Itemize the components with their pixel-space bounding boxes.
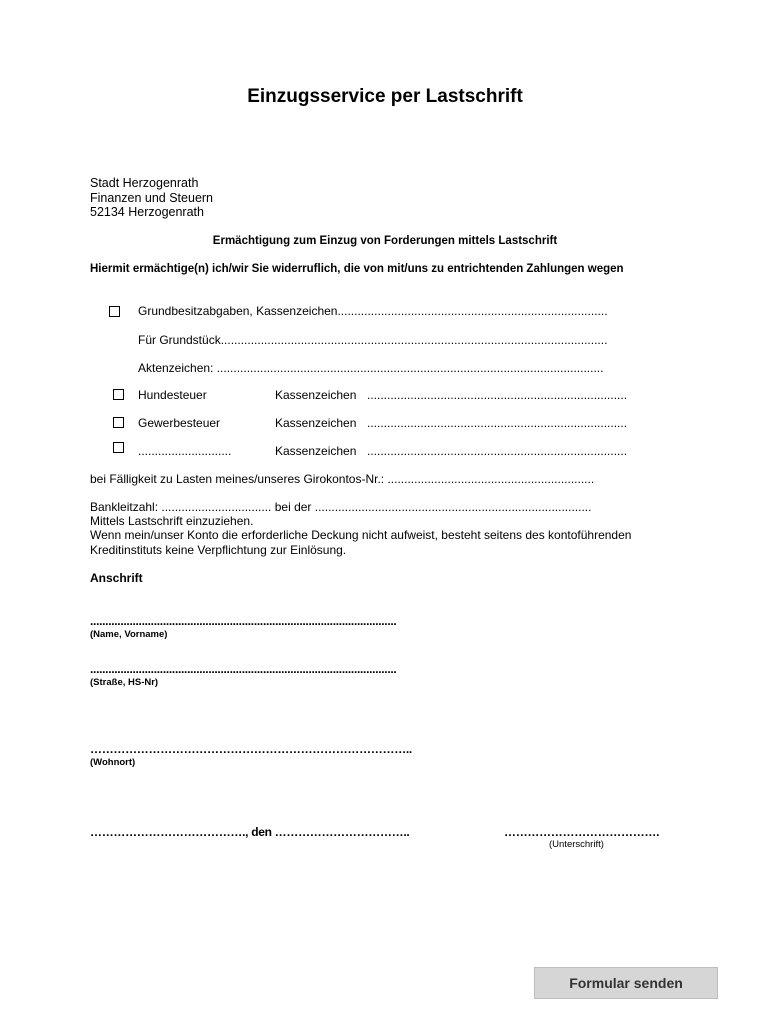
bank-code-field[interactable]: Bankleitzahl: ................................. bei der ................................................................................... — [90, 500, 592, 514]
terms-line-3: Kreditinstituts keine Verpflichtung zur Einlösung. — [90, 542, 347, 557]
terms-line-2: Wenn mein/unser Konto die erforderliche Deckung nicht aufweist, besteht seitens des kontoführenden — [90, 528, 632, 543]
grundbesitz-label: Grundbesitzabgaben, Kassenzeichen................................................................................. — [138, 304, 608, 318]
aktenzeichen-field[interactable]: Aktenzeichen: .................................................................................................................... — [138, 361, 604, 375]
terms-paragraph — [90, 514, 631, 557]
hundesteuer-checkbox[interactable] — [113, 389, 124, 400]
other-tax-checkbox[interactable] — [113, 442, 124, 453]
place-date-field[interactable]: …………………………………., den …………………………….. — [90, 825, 410, 839]
other-kassenzeichen-field[interactable]: .............................................................................. — [367, 444, 628, 458]
gewerbesteuer-kassenzeichen-label: Kassenzeichen — [275, 416, 357, 430]
signature-field[interactable]: …………………………………. — [504, 825, 660, 839]
gewerbesteuer-label: Gewerbesteuer — [138, 416, 221, 430]
hundesteuer-kassenzeichen-field[interactable]: .............................................................................. — [367, 388, 628, 402]
street-field[interactable]: ..................................................................................................... — [90, 662, 397, 676]
city-caption: (Wohnort) — [90, 757, 136, 768]
name-field[interactable]: ..................................................................................................... — [90, 614, 397, 628]
city-field[interactable]: ……………………………………………………………………….. — [90, 742, 412, 756]
grundstueck-field[interactable]: Für Grundstück.................................................................................................................... — [138, 333, 608, 347]
address-line-3: 52134 Herzogenrath — [90, 205, 204, 219]
address-line-1: Stadt Herzogenrath — [90, 176, 199, 190]
gewerbesteuer-kassenzeichen-field[interactable]: .............................................................................. — [367, 416, 628, 430]
hundesteuer-label: Hundesteuer — [138, 388, 207, 402]
other-kassenzeichen-label: Kassenzeichen — [275, 444, 357, 458]
signature-caption: (Unterschrift) — [549, 839, 604, 850]
intro-text: Hiermit ermächtige(n) ich/wir Sie widerruflich, die von mit/uns zu entrichtenden Zahlungen wegen — [90, 263, 624, 275]
anschrift-heading: Anschrift — [90, 571, 143, 585]
giro-account-field[interactable]: bei Fälligkeit zu Lasten meines/unseres Girokontos-Nr.: .............................................................. — [90, 472, 595, 486]
other-tax-field[interactable]: ............................ — [138, 444, 232, 458]
submit-form-button[interactable]: Formular senden — [534, 967, 718, 999]
form-subtitle: Ermächtigung zum Einzug von Forderungen mittels Lastschrift — [212, 235, 558, 247]
terms-line-1: Mittels Lastschrift einzuziehen. — [90, 514, 254, 528]
recipient-address — [90, 176, 213, 220]
grundbesitz-checkbox[interactable] — [109, 306, 120, 317]
page-title: Einzugsservice per Lastschrift — [247, 86, 523, 107]
address-line-2: Finanzen und Steuern — [90, 190, 214, 205]
hundesteuer-kassenzeichen-label: Kassenzeichen — [275, 388, 357, 402]
gewerbesteuer-checkbox[interactable] — [113, 417, 124, 428]
name-caption: (Name, Vorname) — [90, 629, 168, 640]
street-caption: (Straße, HS-Nr) — [90, 677, 159, 688]
